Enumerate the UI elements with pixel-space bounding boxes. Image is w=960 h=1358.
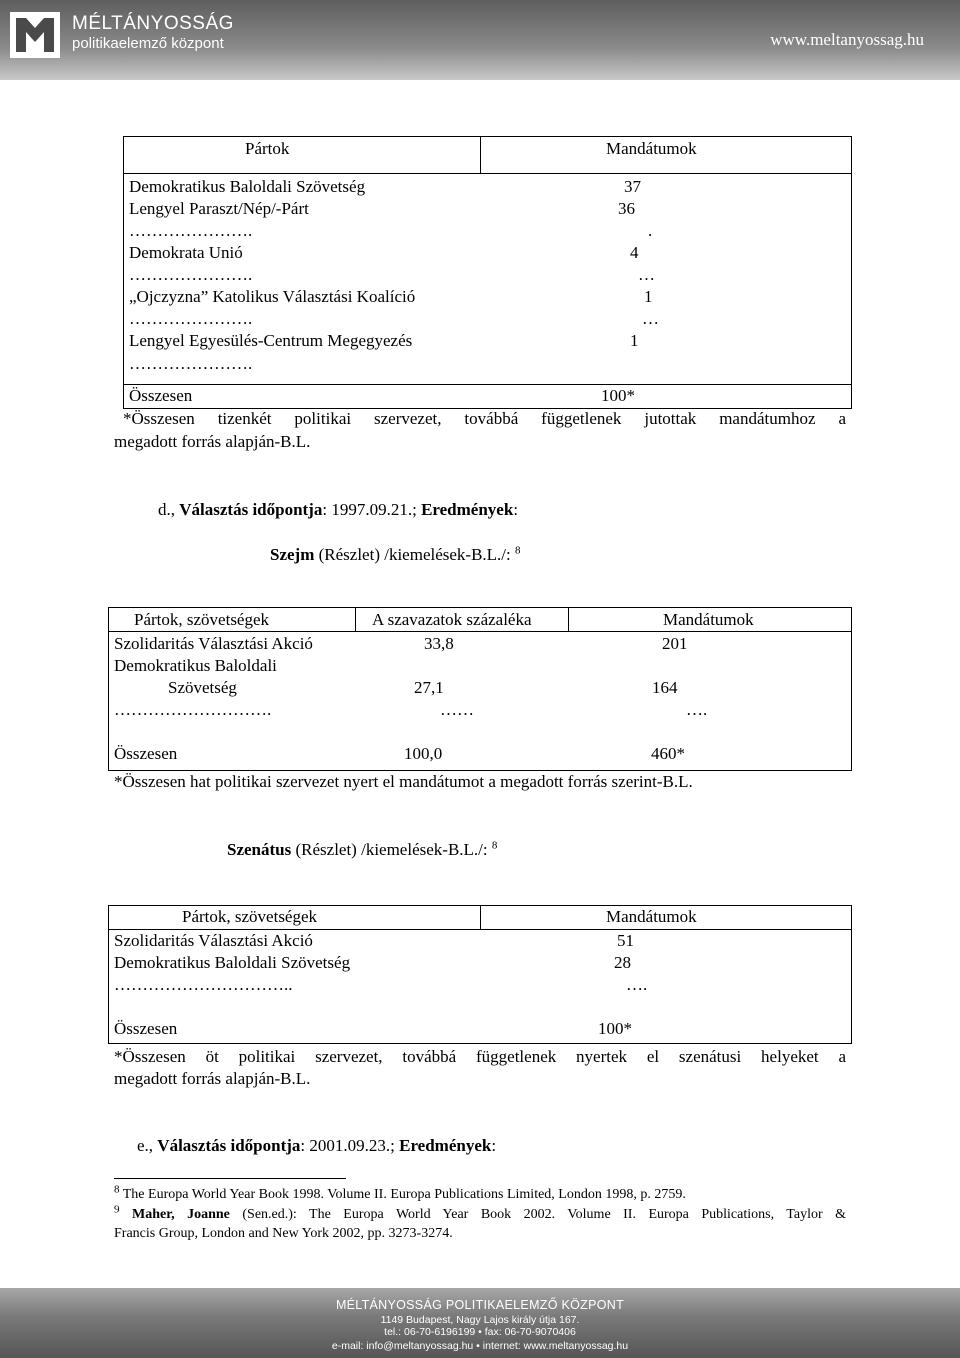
footnote-8 — [114, 1183, 686, 1203]
table1-header-divider — [480, 136, 481, 174]
table2-total-seats: 460* — [651, 744, 685, 763]
section-d-heading — [158, 500, 518, 520]
table-cell-seats: 1 — [630, 331, 639, 350]
table-cell-seats: …. — [626, 975, 648, 994]
footnote-8-text: The Europa World Year Book 1998. Volume II. Europa Publications Limited, London 1998, p. 2759. — [122, 1187, 686, 1202]
table-row: …………………. — [129, 221, 253, 240]
table-row: …………………. — [129, 354, 253, 373]
section-e-date: : 2001.09.23.; — [300, 1136, 400, 1155]
senate-heading-rest: (Részlet) /kiemelések-B.L./: — [291, 840, 488, 859]
table1-note-line2: megadott forrás alapján-B.L. — [114, 432, 311, 451]
table1-total-label: Összesen — [129, 386, 193, 405]
brand-subtitle: politikaelemző központ — [72, 35, 224, 52]
section-d-time-label: Választás időpontja — [179, 500, 323, 519]
table2-header-col-divider2 — [568, 607, 569, 631]
table-cell-seats: 4 — [630, 243, 639, 262]
brand-title: MÉLTÁNYOSSÁG — [72, 13, 234, 34]
table-cell-seats: … — [638, 265, 655, 284]
table2-col-percent: A szavazatok százaléka — [372, 610, 532, 629]
table1-note-line1: *Összesen tizenkét politikai szervezet, továbbá függetlenek jutottak mandátumhoz a — [123, 409, 846, 428]
table2-col-party: Pártok, szövetségek — [134, 610, 270, 629]
table-cell-seats: 28 — [614, 953, 631, 972]
table-cell-seats: 164 — [652, 678, 678, 697]
table-row: …………………. — [129, 265, 253, 284]
table-cell-seats: . — [648, 221, 653, 240]
footer-contact[interactable]: e-mail: info@meltanyossag.hu • internet: www.meltanyossag.hu — [331, 1340, 629, 1352]
brand — [72, 13, 234, 53]
table-cell-seats: 36 — [618, 199, 635, 218]
table1-header-box — [123, 136, 852, 174]
table3-total-seats: 100* — [598, 1019, 632, 1038]
table-row: Demokratikus Baloldali Szövetség — [129, 177, 366, 196]
table-row: „Ojczyzna” Katolikus Választási Koalíció — [129, 287, 416, 306]
table-row: ………………………. — [114, 700, 272, 719]
table2-note: *Összesen hat politikai szervezet nyert el mandátumot a megadott forrás szerint-B.L. — [114, 772, 693, 791]
table-cell-percent: 33,8 — [424, 634, 454, 653]
section-d-results-label: Eredmények — [421, 500, 514, 519]
table3-header-col-divider — [480, 905, 481, 929]
footnote-9-line2: Francis Group, London and New York 2002, pp. 3273-3274. — [114, 1226, 453, 1241]
table-row: Szolidaritás Választási Akció — [114, 634, 313, 653]
table-cell-seats: 201 — [662, 634, 688, 653]
table3-header-divider — [108, 929, 852, 930]
table-cell-seats: …. — [686, 700, 708, 719]
table-cell-percent: 27,1 — [414, 678, 444, 697]
table2-header-col-divider1 — [355, 607, 356, 631]
table-cell-seats: … — [642, 309, 659, 328]
table-row: Demokrata Unió — [129, 243, 243, 262]
table1-total-value: 100* — [601, 386, 635, 405]
table2-col-seats: Mandátumok — [663, 610, 754, 629]
table-row: Szolidaritás Választási Akció — [114, 931, 313, 950]
table3-note-line1: *Összesen öt politikai szervezet, továbbá függetlenek nyertek el szenátusi helyeket a — [114, 1047, 846, 1066]
footnote-ref-8[interactable]: 8 — [491, 839, 498, 852]
section-d-suffix: : — [513, 500, 519, 519]
table-cell-seats: 37 — [624, 177, 641, 196]
site-url-link[interactable]: www.meltanyossag.hu — [770, 30, 924, 49]
table3-total-label: Összesen — [114, 1019, 178, 1038]
footnote-ref-8[interactable]: 8 — [515, 544, 521, 557]
table-row-continued: Szövetség — [168, 678, 237, 697]
table1-total-divider — [123, 384, 852, 385]
table-row: Demokratikus Baloldali — [114, 656, 277, 675]
senate-heading — [227, 840, 497, 860]
footnote-separator — [114, 1178, 346, 1179]
meltanyossag-logo-icon — [10, 12, 60, 58]
footer-org: MÉLTÁNYOSSÁG POLITIKAELEMZŐ KÖZPONT — [335, 1298, 625, 1312]
table3-note-line2: megadott forrás alapján-B.L. — [114, 1069, 311, 1088]
section-e-suffix: : — [491, 1136, 497, 1155]
sejm-heading — [270, 545, 521, 565]
section-e-time-label: Választás időpontja — [157, 1136, 301, 1155]
table-cell-seats: 1 — [644, 287, 653, 306]
section-e-heading — [137, 1136, 496, 1156]
footnote-9-author: Maher, Joanne — [131, 1207, 230, 1222]
table-row: …………………. — [129, 309, 253, 328]
sejm-heading-rest: (Részlet) /kiemelések-B.L./: — [314, 545, 511, 564]
table3-col-party: Pártok, szövetségek — [182, 907, 318, 926]
table3-col-seats: Mandátumok — [606, 907, 697, 926]
footnote-9-number: 9 — [114, 1203, 120, 1216]
footer-address: 1149 Budapest, Nagy Lajos király útja 167. — [380, 1314, 580, 1326]
table-row: ………………………….. — [114, 975, 293, 994]
table2-total-percent: 100,0 — [404, 744, 443, 763]
section-d-date: : 1997.09.21.; — [322, 500, 422, 519]
table-row: Lengyel Paraszt/Nép/-Párt — [129, 199, 309, 218]
table2-total-label: Összesen — [114, 744, 178, 763]
table-cell-percent: …… — [440, 700, 474, 719]
table-row: Demokratikus Baloldali Szövetség — [114, 953, 351, 972]
page-header — [0, 0, 960, 80]
section-e-prefix: e., — [137, 1136, 158, 1155]
section-d-prefix: d., — [158, 500, 180, 519]
table-cell-seats: 51 — [617, 931, 634, 950]
footnote-9-text: (Sen.ed.): The Europa World Year Book 2002. Volume II. Europa Publications, Taylor & — [229, 1207, 847, 1222]
table-row: Lengyel Egyesülés-Centrum Megegyezés — [129, 331, 413, 350]
table2-header-divider — [108, 631, 852, 632]
page-footer — [0, 1288, 960, 1358]
sejm-heading-bold: Szejm — [270, 545, 315, 564]
table1-col-party: Pártok — [245, 139, 290, 158]
senate-heading-bold: Szenátus — [227, 840, 292, 859]
footer-phone: tel.: 06-70-6196199 • fax: 06-70-9070406 — [384, 1326, 576, 1338]
table1-col-seats: Mandátumok — [606, 139, 697, 158]
section-e-results-label: Eredmények — [399, 1136, 492, 1155]
footnote-8-number: 8 — [114, 1183, 120, 1196]
footnote-9-line1 — [114, 1203, 847, 1223]
